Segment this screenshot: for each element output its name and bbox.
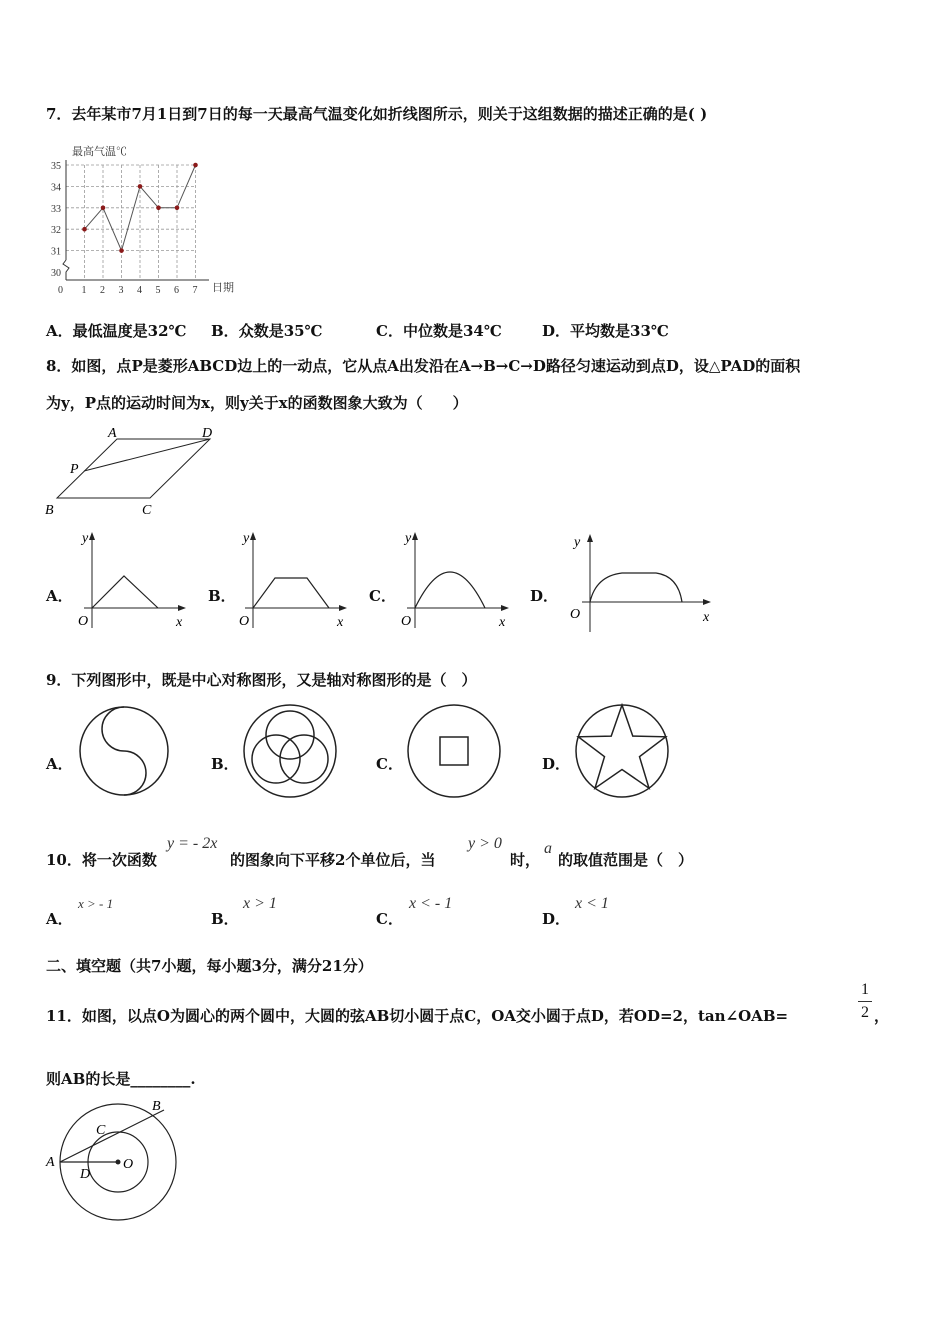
q8-graph-b[interactable] (233, 528, 353, 633)
y-tick-label: 34 (51, 182, 61, 194)
chart-x-ticks (58, 285, 198, 296)
y-tick-label: 31 (51, 246, 61, 258)
q9-three-arcs-figure[interactable] (240, 701, 340, 801)
q8-graph-a[interactable] (72, 528, 192, 633)
label-b: B (45, 503, 54, 518)
q10-stem-part1: 10．将一次函数 (46, 851, 157, 869)
option-label: A． (46, 322, 73, 340)
data-point (193, 163, 198, 168)
chart-title: 最高气温℃ (72, 146, 127, 158)
q8-graph-d[interactable] (562, 528, 717, 633)
y-tick-label: 30 (51, 268, 61, 279)
y-tick-label: 35 (51, 161, 61, 172)
svg-text:y: y (243, 531, 250, 546)
q8-stem-line1: 8．如图，点P是菱形ABCD边上的一动点，它从点A出发沿在A→B→C→D路径匀速运动到点D，设△PAD的面积 (46, 357, 801, 375)
rhombus-figure (40, 422, 230, 522)
svg-text:O: O (78, 614, 89, 629)
q9-stem: 9．下列图形中，既是中心对称图形，又是轴对称图形的是（ ） (46, 671, 477, 689)
fraction-numerator: 1 (861, 981, 869, 998)
q7-option-d[interactable] (542, 320, 669, 341)
svg-text:x: x (703, 610, 710, 625)
q8-graph-c[interactable] (395, 528, 515, 633)
y-axis-break (63, 260, 69, 280)
concentric-circles-figure (40, 1096, 185, 1226)
option-label: B． (211, 322, 239, 340)
x-tick-label: 7 (192, 285, 198, 296)
q8-stem-line2: 为y，P点的运动时间为x，则y关于x的函数图象大致为（ ） (46, 394, 468, 412)
option-text: 最低温度是32℃ (72, 322, 187, 340)
q10-stem-part4: 的取值范围是（ ） (558, 851, 694, 869)
q10-option-d-label[interactable]: D． (542, 910, 571, 928)
chart-axes (63, 160, 209, 280)
q10-option-a-label[interactable]: A． (46, 910, 73, 928)
data-point (101, 206, 106, 211)
graph-curve (590, 573, 682, 602)
graph-curve (253, 578, 329, 608)
data-point (175, 206, 180, 211)
svg-text:O: O (239, 614, 250, 629)
q10-variable: a (544, 840, 552, 857)
data-point (156, 206, 161, 211)
q8-option-a[interactable]: A． (46, 587, 73, 605)
x-tick-label: 1 (81, 285, 87, 296)
option-label: D． (542, 322, 571, 340)
label-a: A (46, 1155, 55, 1170)
label-c: C (96, 1123, 106, 1138)
y-tick-label: 33 (51, 203, 61, 215)
label-o: O (123, 1157, 134, 1172)
data-point (82, 227, 87, 232)
label-d: D (202, 426, 213, 441)
fraction-bar (858, 1001, 872, 1002)
q11-stem-part2: ， (874, 1007, 890, 1025)
q9-coin-figure[interactable] (404, 701, 504, 801)
q10-option-b-label[interactable]: B． (211, 910, 239, 928)
x-axis-label: 日期 (212, 282, 234, 294)
x-tick-label: 6 (174, 285, 179, 296)
q7-option-a[interactable] (46, 320, 187, 341)
q9-option-d[interactable]: D． (542, 755, 571, 773)
q11-stem-line2: 则AB的长是________. (46, 1070, 196, 1088)
label-b: B (152, 1099, 161, 1114)
q10-condition: y > 0 (468, 835, 502, 852)
q11-stem-part1: 11．如图，以点O为圆心的两个圆中，大圆的弦AB切小圆于点C，OA交小圆于点D，若OD=2，tan∠OAB= (46, 1007, 789, 1025)
svg-text:O: O (401, 614, 412, 629)
chart-grid (66, 165, 196, 280)
data-point (138, 184, 143, 189)
graph-curve (92, 576, 158, 608)
option-text: 众数是35℃ (238, 322, 323, 340)
y-tick-label: 32 (51, 225, 61, 237)
svg-text:x: x (337, 615, 344, 630)
q11-fraction (858, 981, 872, 1022)
svg-text:y: y (574, 535, 581, 550)
q8-option-d[interactable]: D． (530, 587, 559, 605)
segment-pd (84, 439, 210, 471)
q10-stem-part2: 的图象向下平移2个单位后，当 (230, 851, 436, 869)
q10-option-c-label[interactable]: C． (376, 910, 403, 928)
chord-ab (60, 1110, 164, 1162)
x-tick-label: 2 (100, 285, 105, 296)
svg-text:y: y (405, 531, 412, 546)
q10-option-d-expr: x < 1 (575, 895, 609, 912)
svg-text:O: O (570, 607, 581, 622)
section-title: 二、填空题（共7小题，每小题3分，满分21分） (46, 957, 373, 975)
svg-text:x: x (176, 615, 183, 630)
q10-option-a-expr: x > - 1 (78, 896, 114, 911)
fraction-denominator: 2 (861, 1004, 869, 1021)
x-tick-label: 0 (58, 285, 63, 296)
option-text: 中位数是34℃ (402, 322, 502, 340)
svg-text:y: y (82, 531, 89, 546)
x-tick-label: 5 (155, 285, 161, 296)
q9-star-figure[interactable] (572, 701, 672, 801)
label-c: C (142, 503, 152, 518)
q10-formula: y = - 2x (167, 835, 218, 852)
q9-option-c[interactable]: C． (376, 755, 403, 773)
label-d: D (80, 1167, 91, 1182)
rhombus-abcd (57, 439, 210, 498)
q7-option-c[interactable] (376, 320, 502, 341)
x-tick-label: 3 (118, 285, 124, 296)
svg-text:x: x (499, 615, 506, 630)
chart-y-ticks (51, 161, 61, 279)
q10-option-c-expr: x < - 1 (409, 895, 453, 912)
q7-option-b[interactable] (211, 320, 323, 341)
label-a: A (108, 426, 117, 441)
q8-option-b[interactable]: B． (208, 587, 236, 605)
q9-option-a[interactable]: A． (46, 755, 73, 773)
option-label: C． (376, 322, 403, 340)
graph-curve (415, 572, 485, 608)
label-p: P (70, 462, 79, 477)
q9-option-b[interactable]: B． (211, 755, 239, 773)
q10-stem-part3: 时， (510, 851, 541, 869)
q8-option-c[interactable]: C． (369, 587, 396, 605)
option-text: 平均数是33℃ (570, 322, 669, 340)
data-point (119, 248, 124, 253)
q9-yin-yang-figure[interactable] (76, 703, 172, 799)
temperature-line-chart (44, 140, 244, 298)
q10-option-b-expr: x > 1 (243, 895, 277, 912)
x-tick-label: 4 (137, 285, 142, 296)
q7-stem: 7．去年某市7月1日到7日的每一天最高气温变化如折线图所示，则关于这组数据的描述正确的是( ) (46, 105, 708, 123)
center-point (116, 1160, 121, 1165)
